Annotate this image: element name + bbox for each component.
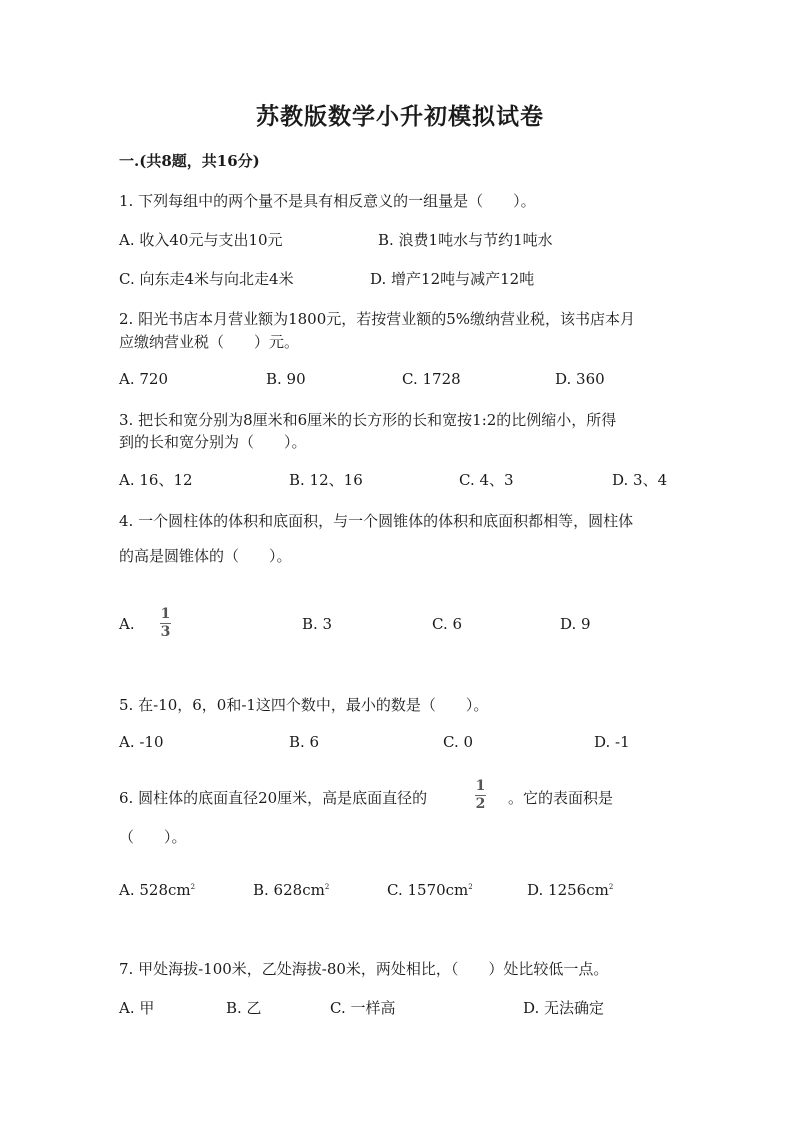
question-5-stem: 5. 在-10，6，0和-1这四个数中，最小的数是（ ）。 — [119, 696, 489, 714]
question-6-option-a: A. $528cm^2$ — [119, 881, 196, 899]
question-1-option-a: A. 收入40元与支出10元 — [119, 231, 283, 249]
question-1-option-c: C. 向东走4米与向北走4米 — [119, 270, 294, 288]
question-4-option-a-fraction — [160, 607, 171, 640]
question-6-fraction — [475, 779, 486, 812]
question-2-stem-line-2: 应缴纳营业税（ ）元。 — [119, 333, 300, 351]
question-3-option-d: D. 3、4 — [612, 471, 668, 489]
question-6-stem-part-2: 。它的表面积是 — [508, 789, 614, 807]
question-4-option-c: C. 6 — [432, 615, 463, 633]
question-1-stem: 1. 下列每组中的两个量不是具有相反意义的一组量是（ ）。 — [119, 192, 536, 210]
question-1-option-b: B. 浪费1吨水与节约1吨水 — [378, 231, 553, 249]
question-3-stem-line-1: 3. 把长和宽分别为8厘米和6厘米的长方形的长和宽按1:2的比例缩小，所得 — [119, 411, 617, 429]
question-7-option-a: A. 甲 — [119, 999, 155, 1017]
question-6-stem-line-2: （ ）。 — [119, 828, 187, 846]
fraction-numerator: 1 — [475, 778, 486, 794]
question-6-option-d: D. $1256cm^2$ — [527, 881, 614, 899]
question-6-option-b: B. $628cm^2$ — [253, 881, 330, 899]
question-7-stem: 7. 甲处海拔-100米，乙处海拔-80米，两处相比，（ ）处比较低一点。 — [119, 960, 609, 978]
question-2-option-b: B. 90 — [266, 370, 306, 388]
question-3-option-b: B. 12、16 — [289, 471, 363, 489]
fraction-denominator: 2 — [475, 796, 486, 812]
question-4-option-d: D. 9 — [560, 615, 591, 633]
question-4-option-b: B. 3 — [302, 615, 333, 633]
question-6-stem-part-1: 6. 圆柱体的底面直径20厘米，高是底面直径的 — [119, 789, 428, 807]
question-3-option-c: C. 4、3 — [459, 471, 514, 489]
fraction-denominator: 3 — [160, 624, 171, 640]
question-5-option-d: D. -1 — [594, 733, 630, 751]
question-4-stem-line-2: 的高是圆锥体的（ ）。 — [119, 547, 292, 565]
question-2-stem-line-1: 2. 阳光书店本月营业额为1800元，若按营业额的5%缴纳营业税，该书店本月 — [119, 310, 636, 328]
question-5-option-b: B. 6 — [289, 733, 320, 751]
fraction-numerator: 1 — [160, 606, 171, 622]
question-2-option-d: D. 360 — [555, 370, 605, 388]
question-7-option-b: B. 乙 — [226, 999, 262, 1017]
question-3-stem-line-2: 到的长和宽分别为（ ）。 — [119, 433, 307, 451]
question-4-option-a-label: A. — [119, 615, 135, 633]
question-3-option-a: A. 16、12 — [119, 471, 193, 489]
question-2-option-c: C. 1728 — [402, 370, 461, 388]
page-title: 苏教版数学小升初模拟试卷 — [256, 103, 544, 130]
question-5-option-a: A. -10 — [119, 733, 164, 751]
question-2-option-a: A. 720 — [119, 370, 168, 388]
question-6-option-c: C. $1570cm^2$ — [387, 881, 473, 899]
section-heading: 一.(共8题，共16分) — [119, 152, 260, 170]
question-7-option-d: D. 无法确定 — [523, 999, 605, 1017]
question-1-option-d: D. 增产12吨与减产12吨 — [370, 270, 535, 288]
question-5-option-c: C. 0 — [443, 733, 474, 751]
question-4-stem-line-1: 4. 一个圆柱体的体积和底面积，与一个圆锥体的体积和底面积都相等，圆柱体 — [119, 512, 634, 530]
question-7-option-c: C. 一样高 — [330, 999, 396, 1017]
